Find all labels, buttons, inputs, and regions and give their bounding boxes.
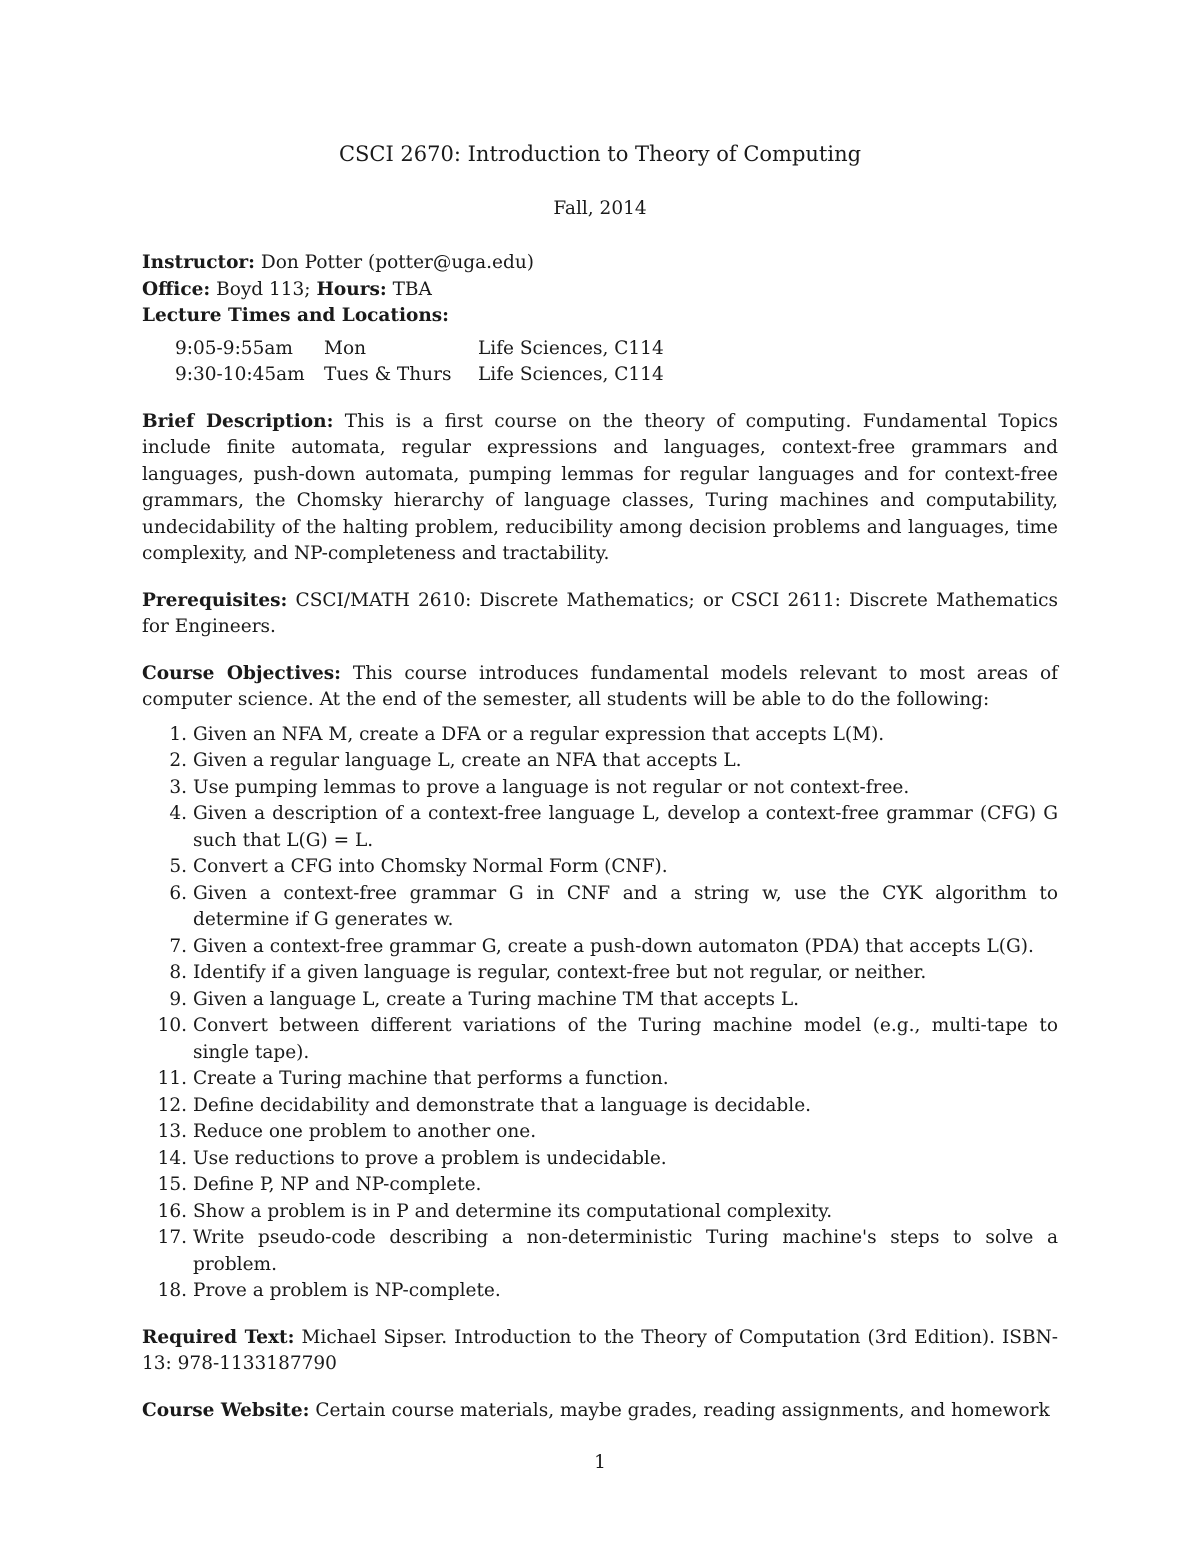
objective-number: 6. [169,882,187,904]
objective-number: 1. [169,723,187,745]
prerequisites [142,588,1058,641]
objective-item [142,854,1058,881]
objective-item [142,960,1058,987]
objective-item [142,1172,1058,1199]
instructor-label: Instructor: [142,252,255,273]
required-text-value: Michael Sipser. Introduction to the Theory of Computation (3rd Edition). ISBN-13: 978-1133187790 [142,1326,1059,1374]
objective-text: Define decidability and demonstrate that a language is decidable. [193,1094,812,1116]
objective-number: 10. [157,1015,187,1036]
objective-text: Write pseudo-code describing a non-deterministic Turing machine's steps to solve a problem. [193,1227,1058,1275]
objective-number: 7. [169,935,187,957]
lecture-row [175,336,664,363]
lecture-days: Tues & Thurs [324,364,452,385]
required-text-label: Required Text: [142,1326,295,1348]
objective-item [142,1093,1058,1120]
objective-number: 12. [157,1094,187,1116]
objective-item [142,1119,1058,1146]
objective-number: 9. [169,988,187,1010]
lecture-time: 9:05-9:55am [175,337,293,359]
objective-number: 3. [169,776,187,798]
objective-item [142,775,1058,802]
objective-text: Identify if a given language is regular, context-free but not regular, or neither. [193,962,927,983]
page-number: 1 [594,1452,606,1473]
lecture-label: Lecture Times and Locations: [142,305,450,326]
description-label: Brief Description: [142,410,334,432]
lecture-location: Life Sciences, C114 [478,364,664,385]
course-term: Fall, 2014 [553,198,647,219]
objective-text: Convert a CFG into Chomsky Normal Form (CNF). [193,856,668,877]
objectives-intro: This course introduces fundamental models relevant to most areas of computer science. At the end of the semester, all students will be able to do the following: [142,662,1058,710]
website-label: Course Website: [142,1399,310,1421]
objective-number: 17. [157,1227,187,1248]
objective-item [142,987,1058,1014]
objective-text: Define P, NP and NP-complete. [193,1174,482,1195]
objectives-list [142,722,1058,1305]
objective-item [142,801,1058,854]
objective-text: Convert between different variations of the Turing machine model (e.g., multi-tape to single tape). [193,1015,1058,1063]
brief-description [142,409,1058,568]
objective-item [142,1146,1058,1173]
objective-item [142,722,1058,749]
objective-number: 16. [157,1200,187,1222]
objective-text: Given a regular language L, create an NFA that accepts L. [193,750,742,771]
objective-number: 5. [169,856,187,877]
lecture-days: Mon [324,337,366,359]
objective-item [142,1225,1058,1278]
syllabus-page [142,138,1058,1424]
objective-item [142,934,1058,961]
objective-text: Given a description of a context-free language L, develop a context-free grammar (CFG) G such that L(G) = L. [193,803,1058,851]
objective-number: 4. [169,803,187,824]
objective-item [142,1013,1058,1066]
hours-value: TBA [392,278,432,300]
prerequisites-label: Prerequisites: [142,589,288,611]
objective-text: Use reductions to prove a problem is undecidable. [193,1147,667,1169]
objective-number: 14. [157,1147,187,1169]
objective-text: Use pumping lemmas to prove a language is not regular or not context-free. [193,776,910,798]
objective-text: Reduce one problem to another one. [193,1121,537,1142]
objective-number: 13. [157,1121,187,1142]
objective-text: Show a problem is in P and determine its computational complexity. [193,1200,833,1222]
description-text: This is a first course on the theory of computing. Fundamental Topics include finite automata, regular expressions and languages, context-free grammars and languages, push-down automata, pumping lemmas for regular languages and for context-free grammars, the Chomsky hierarchy of language classes, Turing machines and computability, undecidability of the halting problem, reducibility among decision problems and languages, time complexity, and NP-completeness and tractability. [142,410,1058,564]
objective-item [142,881,1058,934]
hours-label: Hours: [316,278,387,300]
objective-number: 18. [157,1280,187,1301]
objective-item [142,748,1058,775]
objective-text: Given a context-free grammar G in CNF and a string w, use the CYK algorithm to determine if G generates w. [193,882,1058,930]
objective-number: 8. [169,962,187,983]
office-line [142,277,1058,304]
course-info [142,250,1058,389]
office-label: Office: [142,278,211,300]
course-website [142,1398,1058,1425]
course-objectives [142,661,1058,714]
objective-item [142,1199,1058,1226]
lecture-location: Life Sciences, C114 [478,337,664,359]
objective-item [142,1278,1058,1305]
objective-text: Create a Turing machine that performs a function. [193,1068,669,1089]
instructor-value: Don Potter (potter@uga.edu) [260,252,534,273]
instructor-line [142,250,1058,277]
objective-item [142,1066,1058,1093]
objective-number: 2. [169,750,187,771]
office-value: Boyd 113; [216,278,311,300]
prerequisites-text: CSCI/MATH 2610: Discrete Mathematics; or CSCI 2611: Discrete Mathematics for Engineers. [142,589,1058,637]
lecture-row [175,362,664,389]
website-text: Certain course materials, maybe grades, reading assignments, and homework [315,1399,1050,1421]
lecture-time: 9:30-10:45am [175,364,305,385]
required-text [142,1325,1058,1378]
objective-text: Given an NFA M, create a DFA or a regular expression that accepts L(M). [193,723,885,745]
objective-number: 11. [157,1068,187,1089]
objective-number: 15. [157,1174,187,1195]
objective-text: Given a context-free grammar G, create a push-down automaton (PDA) that accepts L(G). [193,935,1034,957]
objective-text: Given a language L, create a Turing machine TM that accepts L. [193,988,800,1010]
lecture-table [175,336,664,389]
objectives-label: Course Objectives: [142,662,341,684]
objective-text: Prove a problem is NP-complete. [193,1280,501,1301]
course-title: CSCI 2670: Introduction to Theory of Computing [338,142,862,166]
